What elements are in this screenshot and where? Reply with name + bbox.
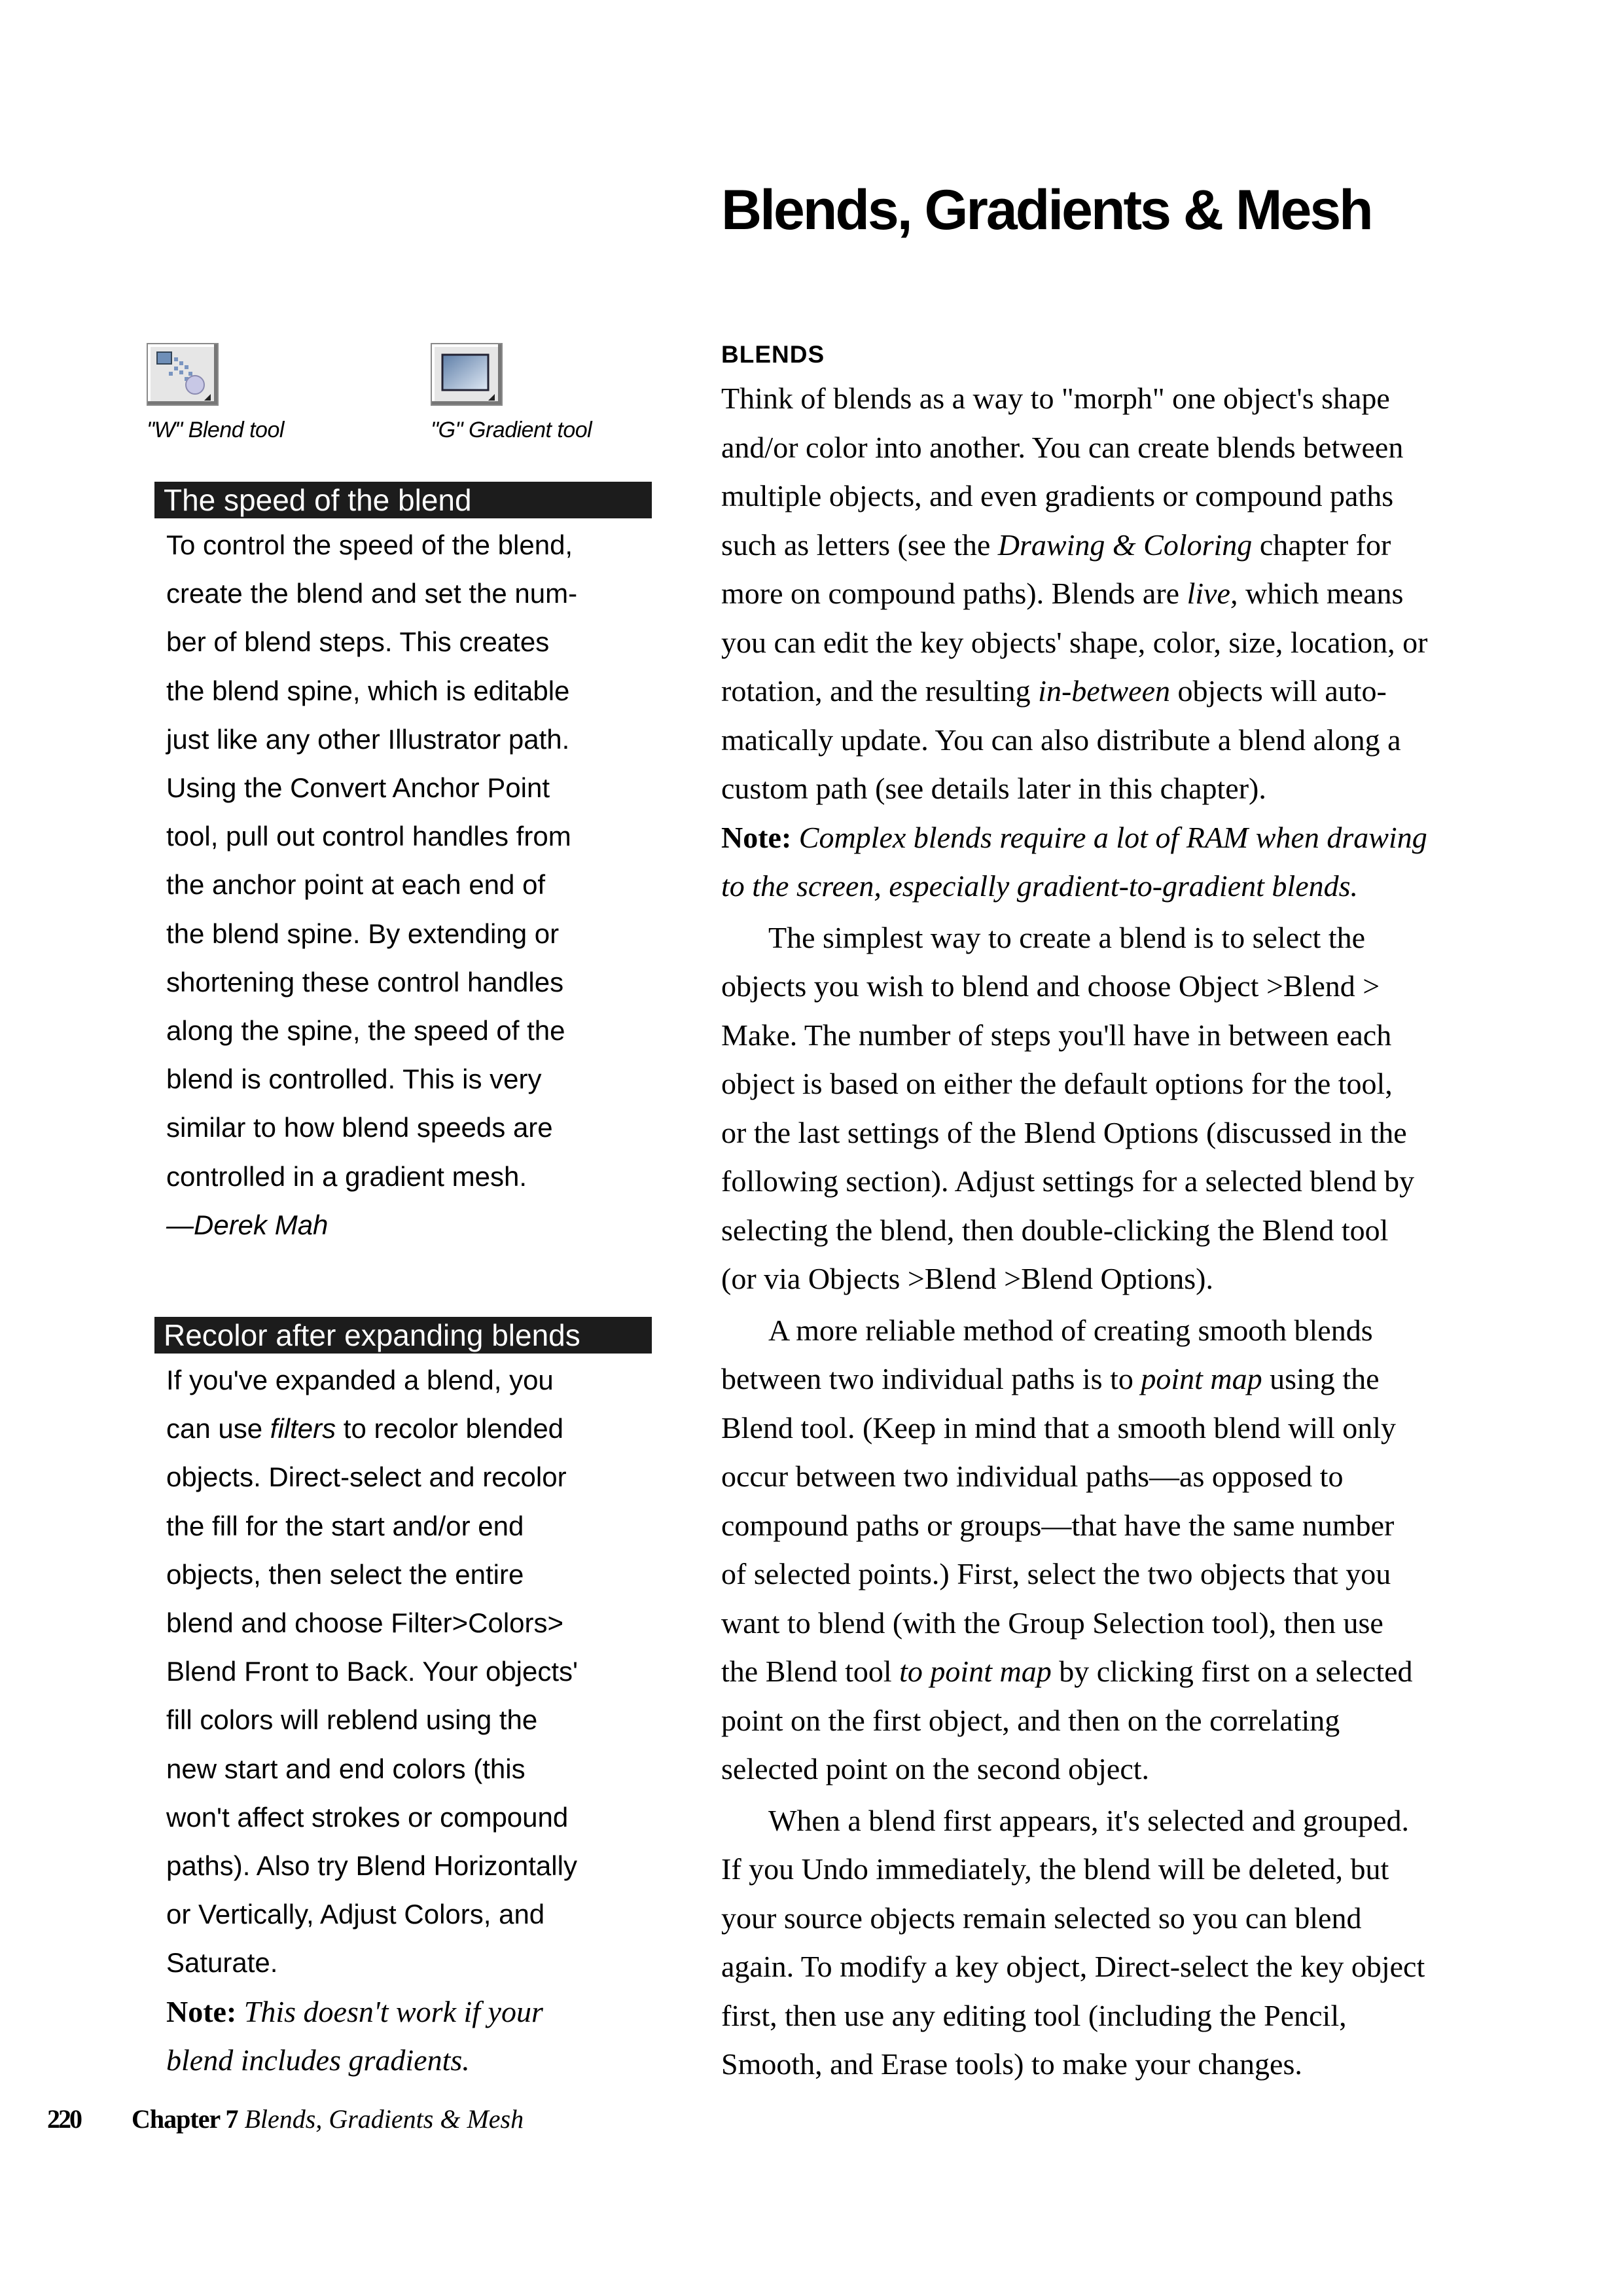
tip-line: just like any other Illustrator path. [166, 723, 570, 755]
tip-line: the fill for the start and/or end [166, 1510, 524, 1541]
tip-line: objects, then select the entire [166, 1558, 524, 1590]
page-title: Blends, Gradients & Mesh [721, 179, 1372, 242]
tip-author: —Derek Mah [166, 1209, 329, 1240]
tip-line: shortening these control handles [166, 966, 564, 997]
tip-line: paths). Also try Blend Horizontally [166, 1850, 577, 1882]
chapter-title: Blends, Gradients & Mesh [238, 2104, 524, 2134]
paragraph-intro: Think of blends as a way to "morph" one object's shape and/or color into another. You can create blends between multiple objects, and even gradients or compound paths such as letters (see the Drawing & Coloring chapter for more on compound paths). Blends are live, which means you can edit the key objects' shape, color, size, location, or rotation, and the resulting in-between objects will auto- matically update. You can also distribute a blend along a custom path (see details later in this chapter). [721, 382, 1428, 805]
paragraph-point-map: A more reliable method of creating smooth blends between two individual paths is to point map using the Blend tool. (Keep in mind that a smooth blend will only occur between two individual paths—as opposed to compound paths or groups—that have the same number of selected points.) First, select the two objects that you want to blend (with the Group Selection tool), then use the Blend tool to point map by clicking first on a selected point on the first object, and then on the correlating selected point on the second object. [721, 1313, 1413, 1785]
tip-line: To control the speed of the blend, [166, 529, 573, 560]
paragraph-blend-appears: When a blend first appears, it's selected and grouped. If you Undo immediately, the blend will be deleted, but your source objects remain selected so you can blend again. To modify a key object, Direct-select the key object first, then use any editing tool (including the Pencil, Smooth, and Erase tools) to make your changes. [721, 1803, 1425, 2081]
page-number: 220 [47, 2104, 80, 2134]
tip-line: blend is controlled. This is very [166, 1064, 542, 1095]
tip-body [166, 521, 652, 1249]
tip-heading: Recolor after expanding blends [154, 1317, 652, 1354]
tip-line: create the blend and set the num- [166, 578, 578, 609]
blend-tool-figure [147, 343, 284, 443]
gradient-tool-icon [431, 343, 503, 406]
tip-line: can use filters to recolor blended [166, 1413, 564, 1444]
note-paragraph: Note: Complex blends require a lot of RAM when drawing to the screen, especially gradient-to-gradient blends. [721, 820, 1427, 903]
tip-line: blend and choose Filter>Colors> [166, 1607, 564, 1639]
tip-line: along the spine, the speed of the [166, 1015, 565, 1047]
page-footer [47, 2104, 524, 2134]
tip-line: the blend spine, which is editable [166, 675, 570, 706]
gradient-tool-caption: "G" Gradient tool [431, 418, 592, 442]
blend-tool-icon [147, 343, 219, 406]
tip-body [166, 1356, 652, 1988]
tip-line: the anchor point at each end of [166, 869, 546, 901]
tip-line: Saturate. [166, 1947, 278, 1979]
tip-line: or Vertically, Adjust Colors, and [166, 1899, 545, 1930]
chapter-label: Chapter 7 [132, 2104, 238, 2134]
blend-tool-caption: "W" Blend tool [147, 418, 284, 442]
tip-line: won't affect strokes or compound [166, 1801, 569, 1833]
main-column [721, 335, 1533, 2089]
tip-line: controlled in a gradient mesh. [166, 1160, 527, 1192]
section-heading: BLENDS [721, 341, 825, 368]
tip-line: objects. Direct-select and recolor [166, 1462, 567, 1493]
tip-line: ber of blend steps. This creates [166, 626, 550, 658]
tip-heading: The speed of the blend [154, 482, 652, 518]
tip-line: tool, pull out control handles from [166, 821, 571, 852]
tip-line: Blend Front to Back. Your objects' [166, 1656, 579, 1687]
tip-line: new start and end colors (this [166, 1753, 526, 1784]
gradient-tool-figure [431, 343, 592, 443]
tip-speed-of-blend [154, 482, 652, 1249]
tip-line: similar to how blend speeds are [166, 1112, 553, 1143]
paragraph-simplest-way: The simplest way to create a blend is to select the objects you wish to blend and choose Object >Blend > Make. The number of steps you'll have in between each object is based on either the default options for the tool, or the last settings of the Blend Options (discussed in the following section). Adjust settings for a selected blend by selecting the blend, then double-clicking the Blend tool (or via Objects >Blend >Blend Options). [721, 920, 1415, 1295]
tip-line: the blend spine. By extending or [166, 918, 560, 949]
tip-line: If you've expanded a blend, you [166, 1365, 554, 1395]
tip-line: Using the Convert Anchor Point [166, 772, 550, 804]
tip-recolor-blends [154, 1317, 652, 2085]
tip-note: Note: This doesn't work if your blend includes gradients. [166, 1994, 543, 2077]
tip-line: fill colors will reblend using the [166, 1704, 538, 1736]
